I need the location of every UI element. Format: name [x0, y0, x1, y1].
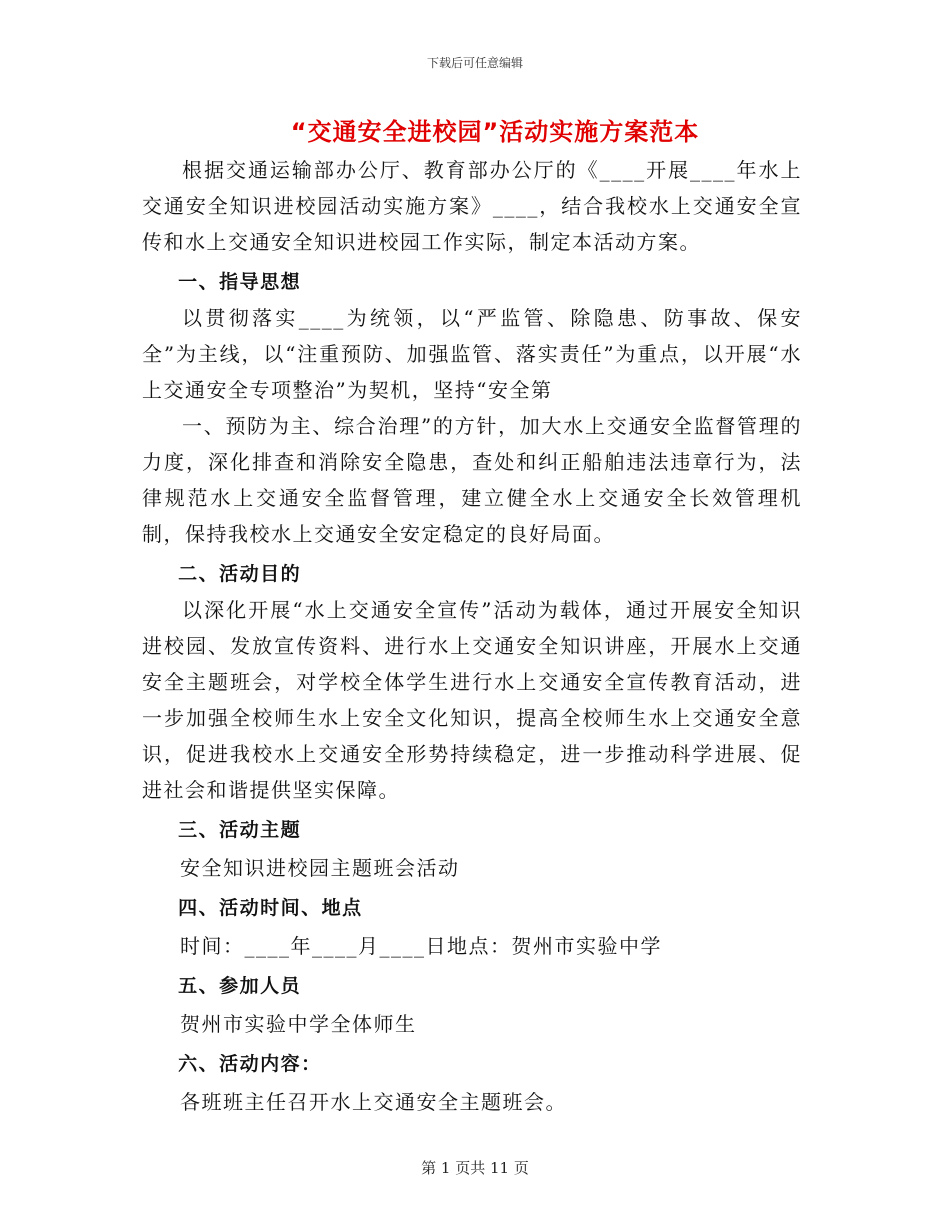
document-body	[142, 152, 802, 1120]
section-heading-purpose: 二、活动目的	[178, 563, 302, 585]
content-line: 各班班主任召开水上交通安全主题班会。	[180, 1090, 567, 1114]
time-place-line: 时间：____年____月____日地点：贺州市实验中学	[180, 934, 662, 958]
header-note: 下载后可任意编辑	[426, 56, 523, 70]
section-heading-theme: 三、活动主题	[178, 819, 302, 841]
section-heading-guiding-ideology: 一、指导思想	[178, 271, 302, 293]
intro-paragraph: 根据交通运输部办公厅、教育部办公厅的《____开展____年水上交通安全知识进校园活动实施方案》____，结合我校水上交通安全宣传和水上交通安全知识进校园工作实际，制定本活动方案。	[142, 158, 802, 254]
theme-line: 安全知识进校园主题班会活动	[180, 856, 460, 880]
purpose-paragraph: 以深化开展“水上交通安全宣传”活动为载体，通过开展安全知识进校园、发放宣传资料、进行水上交通安全知识讲座，开展水上交通安全主题班会，对学校全体学生进行水上交通安全宣传教育活动，进一步加强全校师生水上安全文化知识，提高全校师生水上交通安全意识，促进我校水上交通安全形势持续稳定，进一步推动科学进展、促进社会和谐提供坚实保障。	[142, 598, 802, 802]
document-title: “交通安全进校园”活动实施方案范本	[290, 118, 700, 146]
page-footer: 第 1 页共 11 页	[421, 1159, 529, 1177]
participants-line: 贺州市实验中学全体师生	[180, 1012, 417, 1036]
section-heading-time-place: 四、活动时间、地点	[178, 897, 363, 919]
guiding-ideology-paragraph-2: 一、预防为主、综合治理”的方针，加大水上交通安全监督管理的力度，深化排查和消除安全隐患，查处和纠正船舶违法违章行为，法律规范水上交通安全监督管理，建立健全水上交通安全长效管理机制，保持我校水上交通安全安定稳定的良好局面。	[142, 414, 802, 546]
guiding-ideology-paragraph-1: 以贯彻落实____为统领，以“严监管、除隐患、防事故、保安全”为主线，以“注重预防、加强监管、落实责任”为重点，以开展“水上交通安全专项整治”为契机，坚持“安全第	[142, 306, 802, 402]
section-heading-participants: 五、参加人员	[178, 975, 302, 997]
section-heading-content: 六、活动内容：	[178, 1053, 322, 1075]
